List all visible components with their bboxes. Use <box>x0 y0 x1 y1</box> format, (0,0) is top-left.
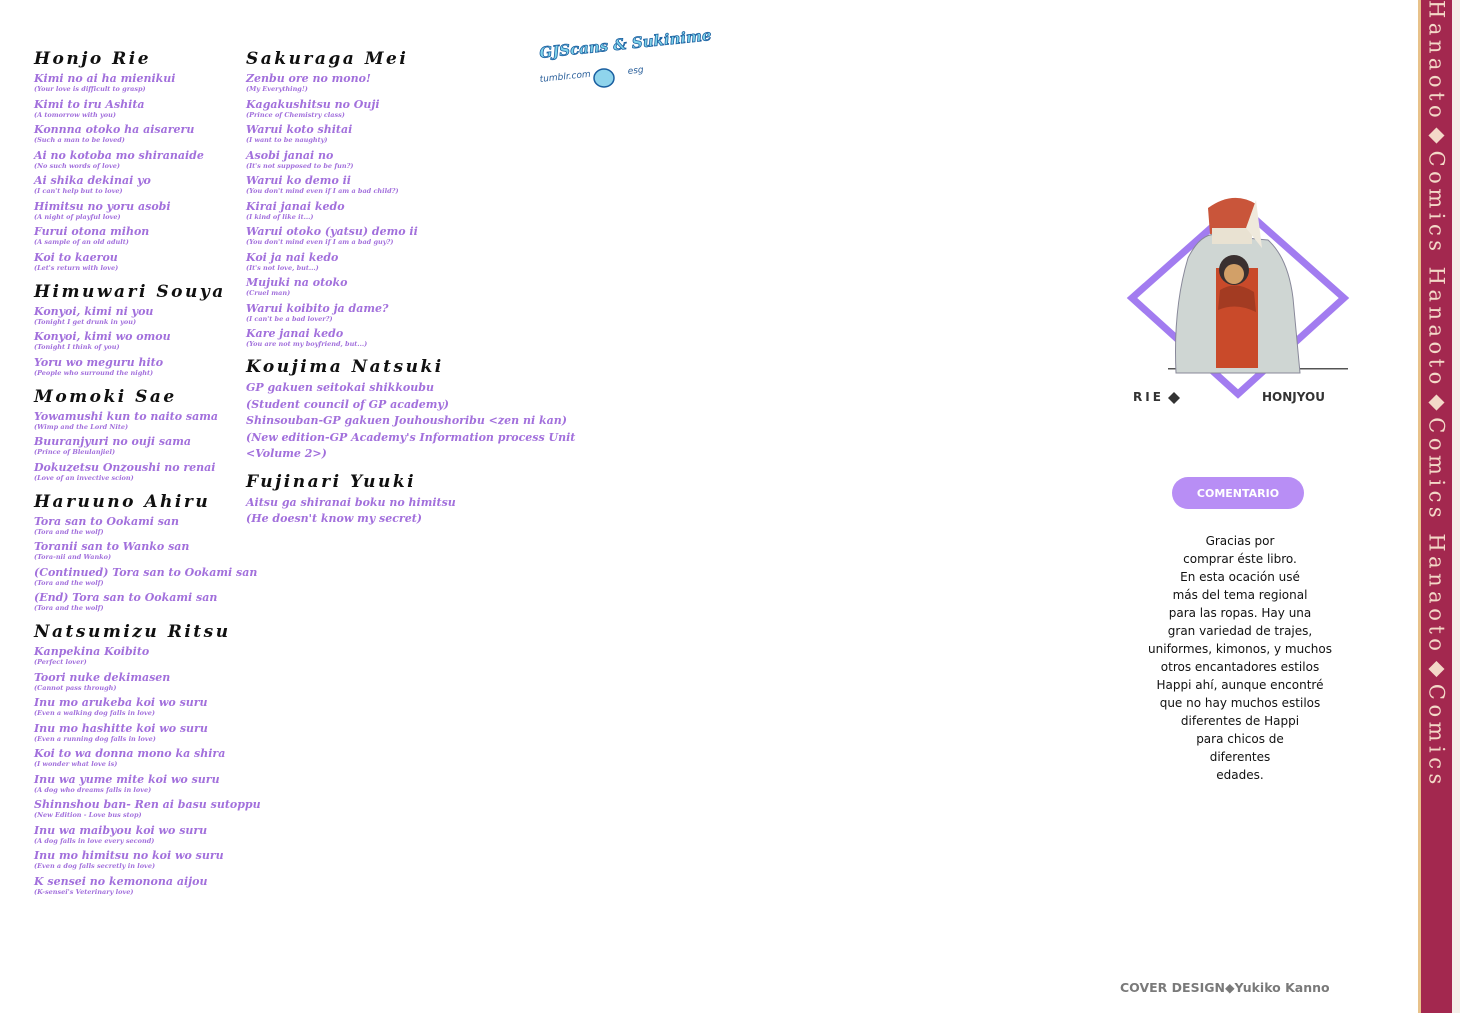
work-line: GP gakuen seitokai shikkoubu <box>246 381 434 394</box>
work-title: Inu mo hashitte koi wo suru <box>34 721 208 735</box>
work-line: (He doesn't know my secret) <box>246 512 423 525</box>
work-item <box>246 327 586 348</box>
work-line: (New edition-GP Academy's Information process Unit <box>246 430 576 444</box>
work-title: Zenbu ore no mono! <box>246 72 371 85</box>
work-title: Yowamushi kun to naito sama <box>34 409 218 423</box>
work-title: Toranii san to Wanko san <box>34 540 190 553</box>
work-title: Ai no kotoba mo shiranaide <box>34 148 204 162</box>
work-item <box>34 540 249 561</box>
author-block <box>34 621 261 896</box>
work-line: <Volume 2>) <box>246 447 327 460</box>
work-item <box>34 515 249 536</box>
work-item <box>246 72 586 93</box>
work-subtitle: (Tora and the wolf) <box>34 527 104 536</box>
work-title: Kagakushitsu no Ouji <box>246 97 380 111</box>
work-title: Furui otona mihon <box>34 225 150 238</box>
work-item <box>34 591 249 612</box>
work-title: Inu mo arukeba koi wo suru <box>34 696 208 709</box>
work-subtitle: (My Everything!) <box>246 85 308 93</box>
comment-line: para chicos de <box>1196 732 1284 746</box>
comment-line: En esta ocación usé <box>1180 570 1300 584</box>
work-subtitle: (I wonder what love is) <box>34 760 118 768</box>
work-subtitle: (A dog falls in love every second) <box>34 836 155 845</box>
work-subtitle: (Let's return with love) <box>34 263 119 272</box>
author-name: Natsumizu Ritsu <box>34 622 231 642</box>
work-item <box>34 435 249 456</box>
work-title: Asobi janai no <box>246 148 334 162</box>
author-first-name: RIE <box>1133 390 1164 404</box>
work-subtitle: (You are not my boyfriend, but...) <box>246 340 368 348</box>
work-subtitle: (A dog who dreams falls in love) <box>34 785 152 794</box>
work-subtitle: (Such a man to be loved) <box>34 136 125 144</box>
work-title: Inu wa maibyou koi wo suru <box>34 823 208 837</box>
work-item <box>246 225 586 246</box>
work-item <box>34 356 249 377</box>
work-subtitle: (I want to be naughty) <box>246 136 328 144</box>
spine-edge <box>1452 0 1460 1013</box>
work-item <box>246 200 586 221</box>
author-name: Fujinari Yuuki <box>246 471 417 492</box>
work-subtitle: (Wimp and the Lord Nite) <box>34 422 129 431</box>
work-line: Aitsu ga shiranai boku no himitsu <box>246 495 456 509</box>
work-item <box>246 98 586 119</box>
work-title: Warui otoko (yatsu) demo ii <box>246 225 418 238</box>
work-item <box>34 645 249 666</box>
work-title: Mujuki na otoko <box>246 276 348 289</box>
author-block <box>34 491 258 613</box>
author-block <box>34 386 249 482</box>
author-block <box>34 48 249 272</box>
comment-line: uniformes, kimonos, y muchos <box>1148 642 1332 656</box>
author-name: Himuwari Souya <box>34 281 226 302</box>
svg-text:tumblr.com: tumblr.com <box>539 69 592 85</box>
svg-text:GJScans & Sukinime: GJScans & Sukinime <box>538 26 713 62</box>
work-item <box>246 149 586 170</box>
comment-line: más del tema regional <box>1172 588 1308 602</box>
work-title: Inu wa yume mite koi wo suru <box>34 772 220 786</box>
author-name: Sakuraga Mei <box>246 49 409 69</box>
work-subtitle: (Prince of Bleulanjiel) <box>34 448 116 456</box>
author-name: Koujima Natsuki <box>246 357 444 377</box>
work-subtitle: (Prince of Chemistry class) <box>246 110 345 119</box>
work-title: Himitsu no yoru asobi <box>34 199 171 213</box>
work-subtitle: (It's not love, but...) <box>246 263 319 272</box>
work-item <box>34 773 249 794</box>
work-subtitle: (Tonight I think of you) <box>34 343 120 351</box>
cover-design-credit: COVER DESIGN◆Yukiko Kanno <box>1120 980 1330 995</box>
work-subtitle: (Tora and the wolf) <box>34 578 104 587</box>
work-line: Shinsouban-GP gakuen Jouhoushoribu <zen ni kan) <box>246 414 567 427</box>
author-name: Haruuno Ahiru <box>34 491 211 512</box>
work-item <box>34 149 249 170</box>
work-subtitle: (Cannot pass through) <box>34 683 117 692</box>
work-subtitle: (No such words of love) <box>34 161 120 170</box>
svg-text:esg: esg <box>627 65 645 77</box>
work-subtitle: (Your love is difficult to grasp) <box>34 85 146 93</box>
work-subtitle: (Tora and the wolf) <box>34 604 104 612</box>
work-title: Inu mo himitsu no koi wo suru <box>34 849 224 862</box>
work-title: Koi to kaerou <box>34 250 118 264</box>
work-item <box>34 251 249 272</box>
work-item <box>34 461 249 482</box>
diamond-icon <box>1168 392 1180 404</box>
work-title: Warui koibito ja dame? <box>246 301 389 315</box>
comment-line: diferentes <box>1209 750 1271 764</box>
work-title: Warui koto shitai <box>246 123 353 136</box>
comment-line: edades. <box>1216 768 1264 782</box>
comment-line: diferentes de Happi <box>1180 714 1300 728</box>
work-item <box>246 174 586 195</box>
work-item <box>246 302 586 323</box>
work-title: (Continued) Tora san to Ookami san <box>34 565 258 579</box>
comment-line: Gracias por <box>1205 534 1275 548</box>
comment-line: gran variedad de trajes, <box>1167 624 1313 638</box>
work-line: (Student council of GP academy) <box>246 397 450 411</box>
work-subtitle: (You don't mind even if I am a bad child?) <box>246 187 399 195</box>
comment-line: que no hay muchos estilos <box>1159 696 1321 710</box>
work-item <box>34 565 258 587</box>
work-item <box>34 875 249 896</box>
work-title: K sensei no kemonona aijou <box>34 874 208 888</box>
comment-line: para las ropas. Hay una <box>1168 606 1312 620</box>
author-block-sakuraga <box>246 48 586 348</box>
work-title: (End) Tora san to Ookami san <box>34 591 218 604</box>
work-subtitle: (You don't mind even if I am a bad guy?) <box>246 238 394 246</box>
work-title: Dokuzetsu Onzoushi no renai <box>34 460 216 474</box>
work-item <box>34 671 249 692</box>
work-subtitle: (A tomorrow with you) <box>34 110 116 119</box>
work-item <box>246 123 586 144</box>
works-list <box>246 72 586 348</box>
work-subtitle: (I can't help but to love) <box>34 187 123 195</box>
work-title: Tora san to Ookami san <box>34 514 180 528</box>
comment-line: comprar éste libro. <box>1183 552 1297 566</box>
middle-works-column <box>246 42 586 528</box>
author-comment <box>1140 532 1340 784</box>
left-works-column <box>34 42 261 900</box>
work-title: Konnna otoko ha aisareru <box>34 123 195 136</box>
work-title: Warui ko demo ii <box>246 174 351 187</box>
spine-text: Hanaoto◆Comics Hanaoto◆Comics Hanaoto◆Comics <box>1424 0 1449 789</box>
work-item <box>34 849 249 870</box>
work-title: Kimi no ai ha mienikui <box>34 72 176 85</box>
work-title: Toori nuke dekimasen <box>34 670 171 684</box>
work-subtitle: (New Edition - Love bus stop) <box>34 811 142 819</box>
work-item <box>34 696 249 717</box>
work-subtitle: (Even a dog falls secretly in love) <box>34 862 156 870</box>
comentario-badge: COMENTARIO <box>1172 477 1304 509</box>
work-subtitle: (K-sensei's Veterinary love) <box>34 887 134 896</box>
work-subtitle: (A sample of an old adult) <box>34 238 129 246</box>
author-block-koujima <box>246 356 586 463</box>
work-subtitle: (I can't be a bad lover?) <box>246 314 333 323</box>
work-item <box>34 330 249 351</box>
work-title: Shinnshou ban- Ren ai basu sutoppu <box>34 798 261 811</box>
author-block-fujinari <box>246 471 586 528</box>
work-item <box>34 824 249 845</box>
work-subtitle: (It's not supposed to be fun?) <box>246 161 354 170</box>
work-title: Ai shika dekinai yo <box>34 174 151 187</box>
work-item <box>246 276 586 297</box>
work-title: Kare janai kedo <box>246 327 344 340</box>
work-subtitle: (Tora-nii and Wanko) <box>34 553 112 561</box>
comment-line: Happi ahí, aunque encontré <box>1156 678 1324 692</box>
work-item <box>34 305 249 326</box>
work-subtitle: (Even a walking dog falls in love) <box>34 709 155 717</box>
author-last-name: HONJYOU <box>1262 390 1325 404</box>
work-title: Koi ja nai kedo <box>246 250 339 264</box>
work-title: Koi to wa donna mono ka shira <box>34 747 226 760</box>
work-subtitle: (A night of playful love) <box>34 212 121 221</box>
work-title: Kirai janai kedo <box>246 199 345 213</box>
work-item <box>34 200 249 221</box>
author-name: Momoki Sae <box>34 386 177 407</box>
work-subtitle: (People who surround the night) <box>34 368 154 377</box>
work-item <box>34 722 249 743</box>
work-item <box>34 174 249 195</box>
work-item <box>34 747 249 768</box>
work-title: Kanpekina Koibito <box>34 645 150 658</box>
work-subtitle: (Cruel man) <box>246 289 291 297</box>
work-subtitle: (Love of an invective scion) <box>34 473 134 482</box>
work-item <box>246 251 586 272</box>
author-name: Honjo Rie <box>34 49 152 69</box>
work-title: Konyoi, kimi wo omou <box>34 330 171 343</box>
cover-illustration <box>1128 188 1348 410</box>
scanlation-logo <box>536 26 713 96</box>
work-subtitle: (I kind of like it...) <box>246 212 314 221</box>
comment-line: otros encantadores estilos <box>1160 660 1320 674</box>
work-title: Konyoi, kimi ni you <box>34 304 154 318</box>
work-subtitle: (Tonight I get drunk in you) <box>34 317 137 326</box>
work-item <box>34 798 261 819</box>
author-block <box>34 281 249 377</box>
work-title: Yoru wo meguru hito <box>34 355 164 369</box>
work-item <box>34 225 249 246</box>
work-item <box>34 123 249 144</box>
work-subtitle: (Perfect lover) <box>34 658 87 666</box>
work-item <box>34 98 249 119</box>
work-item <box>34 72 249 93</box>
work-title: Buuranjyuri no ouji sama <box>34 435 191 448</box>
work-title: Kimi to iru Ashita <box>34 97 145 111</box>
work-item <box>34 410 249 431</box>
work-subtitle: (Even a running dog falls in love) <box>34 734 156 743</box>
